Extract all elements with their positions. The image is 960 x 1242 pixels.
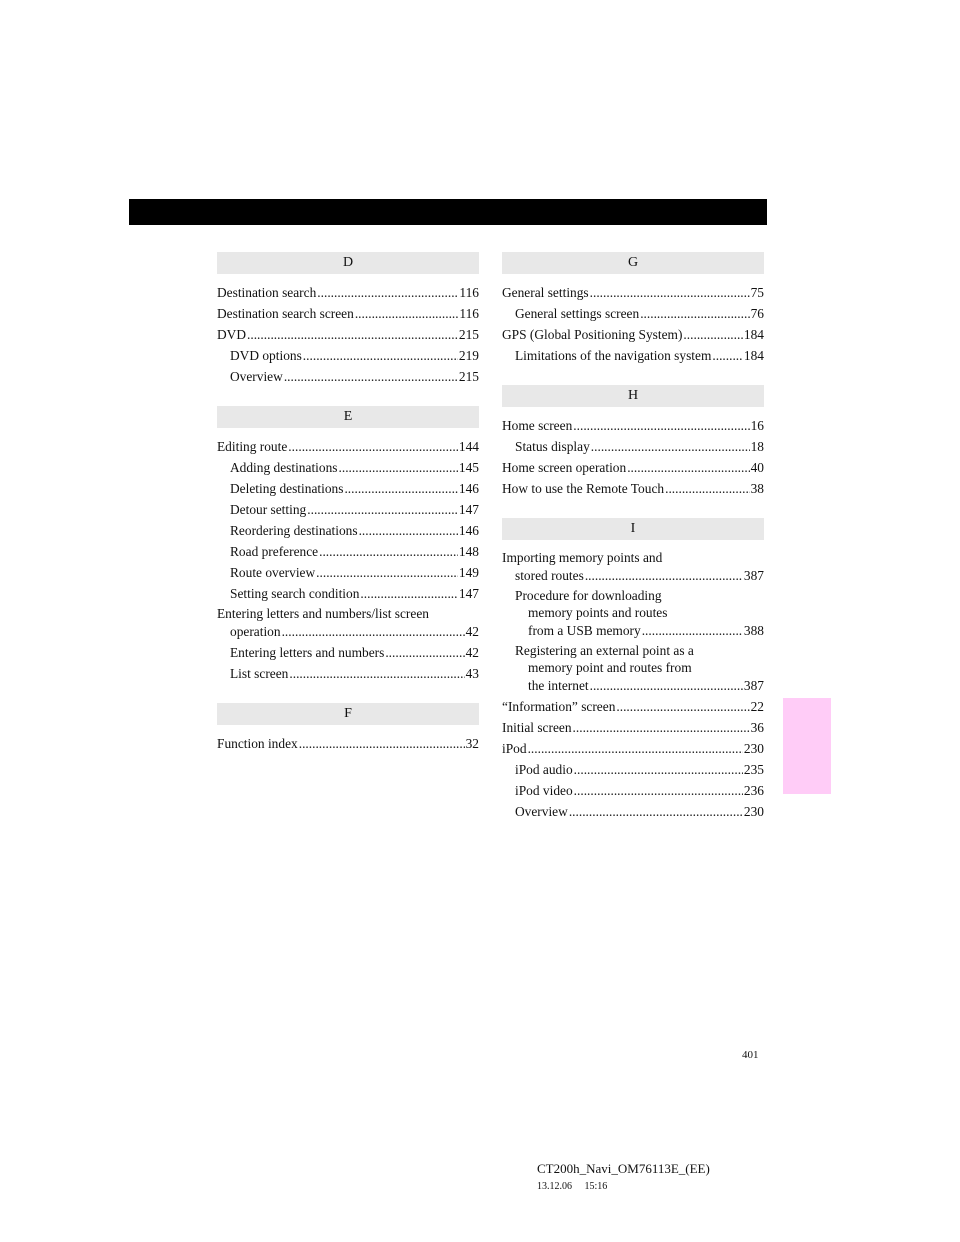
dot-leader xyxy=(569,802,743,822)
index-entry-page: 18 xyxy=(750,439,764,454)
index-subentry[interactable] xyxy=(217,563,479,583)
index-entry-label-line: memory point and routes from xyxy=(528,660,692,675)
index-entry[interactable] xyxy=(502,739,764,759)
section-spacer xyxy=(217,685,479,703)
index-entry-label: Editing route xyxy=(217,439,288,454)
index-entry-label: Adding destinations xyxy=(230,460,338,475)
index-entry-label: DVD xyxy=(217,327,247,342)
index-entry-page: 149 xyxy=(458,565,479,580)
dot-leader xyxy=(712,346,743,366)
index-entry-label: iPod video xyxy=(515,783,573,798)
index-entry-label: Entering letters and numbers xyxy=(230,645,385,660)
index-entry-page: 219 xyxy=(458,348,479,363)
index-entry-page: 42 xyxy=(465,624,479,639)
dot-leader xyxy=(360,584,457,604)
dot-leader xyxy=(344,479,457,499)
index-entry-page: 146 xyxy=(458,481,479,496)
index-subentry[interactable] xyxy=(217,346,479,366)
index-entry[interactable] xyxy=(217,325,479,345)
dot-leader xyxy=(359,521,458,541)
index-entry-label-line: stored routes xyxy=(515,568,584,583)
index-subentry[interactable] xyxy=(502,346,764,366)
index-entry-label-line: Importing memory points and xyxy=(502,550,663,565)
index-entry-page: 22 xyxy=(750,699,764,714)
index-entry-label: Reordering destinations xyxy=(230,523,358,538)
index-entry-page: 147 xyxy=(458,586,479,601)
index-entry-label: Route overview xyxy=(230,565,316,580)
index-subentry[interactable] xyxy=(217,664,479,684)
index-entry[interactable] xyxy=(502,283,764,303)
index-entry[interactable] xyxy=(217,304,479,324)
index-entry[interactable] xyxy=(502,479,764,499)
dot-leader xyxy=(385,643,464,663)
index-entry-page: 116 xyxy=(459,285,479,300)
dot-leader xyxy=(591,437,750,457)
index-entry-page: 184 xyxy=(743,348,764,363)
section-spacer xyxy=(502,367,764,385)
index-column-left xyxy=(217,252,479,755)
index-entry-page: 144 xyxy=(458,439,479,454)
index-entry[interactable] xyxy=(502,718,764,738)
index-entry-label: Home screen operation xyxy=(502,460,627,475)
index-entry-label-line: memory points and routes xyxy=(528,605,668,620)
index-subentry[interactable] xyxy=(217,643,479,663)
index-entry-page: 387 xyxy=(743,568,764,583)
index-side-tab xyxy=(783,698,831,794)
index-entry-page: 388 xyxy=(743,623,764,638)
dot-leader xyxy=(288,437,458,457)
index-entry-label: Detour setting xyxy=(230,502,307,517)
index-entry-page: 38 xyxy=(750,481,764,496)
index-entry-label: Destination search xyxy=(217,285,317,300)
dot-leader xyxy=(642,621,743,641)
index-entry-label: General settings xyxy=(502,285,589,300)
dot-leader xyxy=(289,664,464,684)
index-entry-label: How to use the Remote Touch xyxy=(502,481,665,496)
dot-leader xyxy=(683,325,742,345)
footer-datetime: 13.12.06 15:16 xyxy=(537,1181,608,1192)
index-entry-label-line: Procedure for downloading xyxy=(515,588,662,603)
index-entry[interactable] xyxy=(502,697,764,717)
index-entry-label: Initial screen xyxy=(502,720,572,735)
index-subentry[interactable] xyxy=(217,367,479,387)
index-entry-page: 16 xyxy=(750,418,764,433)
index-entry-label: Overview xyxy=(230,369,283,384)
section-spacer xyxy=(217,388,479,406)
index-entry-label: iPod audio xyxy=(515,762,573,777)
index-subentry[interactable] xyxy=(217,521,479,541)
index-entry-label: General settings screen xyxy=(515,306,640,321)
index-subentry[interactable] xyxy=(502,642,764,696)
index-entry-page: 184 xyxy=(743,327,764,342)
index-entry[interactable] xyxy=(217,605,479,642)
index-column-right xyxy=(502,252,764,823)
index-entry-page: 387 xyxy=(743,678,764,693)
index-entry-label-line: from a USB memory xyxy=(528,623,641,638)
index-entry-page: 230 xyxy=(743,804,764,819)
index-entry-label: Status display xyxy=(515,439,590,454)
dot-leader xyxy=(665,479,750,499)
dot-leader xyxy=(585,566,743,586)
page-number: 401 xyxy=(742,1049,759,1061)
index-entry-page: 116 xyxy=(459,306,479,321)
index-entry-page: 236 xyxy=(743,783,764,798)
section-letter-heading: F xyxy=(217,703,479,725)
index-entry-label: Road preference xyxy=(230,544,319,559)
dot-leader xyxy=(574,781,743,801)
dot-leader xyxy=(573,718,750,738)
index-entry-page: 230 xyxy=(743,741,764,756)
index-entry-label-line: the internet xyxy=(528,678,589,693)
index-entry-label-line: operation xyxy=(230,624,281,639)
index-entry-page: 146 xyxy=(458,523,479,538)
index-subentry[interactable] xyxy=(502,781,764,801)
dot-leader xyxy=(284,367,458,387)
dot-leader xyxy=(528,739,743,759)
index-subentry[interactable] xyxy=(502,802,764,822)
dot-leader xyxy=(319,542,458,562)
index-entry-page: 215 xyxy=(458,369,479,384)
dot-leader xyxy=(573,416,749,436)
index-subentry[interactable] xyxy=(217,584,479,604)
index-entry-label: Setting search condition xyxy=(230,586,360,601)
dot-leader xyxy=(355,304,459,324)
dot-leader xyxy=(640,304,749,324)
index-entry-label: List screen xyxy=(230,666,289,681)
dot-leader xyxy=(303,346,458,366)
index-subentry[interactable] xyxy=(502,760,764,780)
index-entry-page: 147 xyxy=(458,502,479,517)
dot-leader xyxy=(317,283,458,303)
section-letter-heading: D xyxy=(217,252,479,274)
index-subentry[interactable] xyxy=(217,458,479,478)
dot-leader xyxy=(282,622,465,642)
dot-leader xyxy=(627,458,749,478)
index-entry-page: 40 xyxy=(750,460,764,475)
index-entry-label: GPS (Global Positioning System) xyxy=(502,327,683,342)
index-entry[interactable] xyxy=(217,734,479,754)
dot-leader xyxy=(307,500,458,520)
index-entry-page: 145 xyxy=(458,460,479,475)
index-entry-page: 148 xyxy=(458,544,479,559)
index-entry-label: “Information” screen xyxy=(502,699,616,714)
index-entry-label: Overview xyxy=(515,804,568,819)
dot-leader xyxy=(247,325,458,345)
dot-leader xyxy=(590,676,743,696)
index-entry-page: 42 xyxy=(465,645,479,660)
dot-leader xyxy=(590,283,750,303)
section-letter-heading: H xyxy=(502,385,764,407)
dot-leader xyxy=(616,697,749,717)
index-entry-page: 215 xyxy=(458,327,479,342)
index-entry-label: Home screen xyxy=(502,418,573,433)
section-letter-heading: E xyxy=(217,406,479,428)
index-entry-page: 235 xyxy=(743,762,764,777)
dot-leader xyxy=(339,458,458,478)
index-subentry[interactable] xyxy=(217,542,479,562)
index-entry[interactable] xyxy=(502,325,764,345)
index-entry-page: 36 xyxy=(750,720,764,735)
index-entry[interactable] xyxy=(502,549,764,586)
index-entry[interactable] xyxy=(502,458,764,478)
index-entry[interactable] xyxy=(217,437,479,457)
section-letter-heading: I xyxy=(502,518,764,540)
index-entry-label: DVD options xyxy=(230,348,302,363)
header-bar xyxy=(129,199,767,225)
dot-leader xyxy=(316,563,458,583)
index-subentry[interactable] xyxy=(502,587,764,641)
index-entry-label: Deleting destinations xyxy=(230,481,344,496)
index-entry-label: Limitations of the navigation system xyxy=(515,348,712,363)
index-entry-label-line: Entering letters and numbers/list screen xyxy=(217,606,429,621)
index-subentry[interactable] xyxy=(217,479,479,499)
index-entry-page: 43 xyxy=(465,666,479,681)
index-subentry[interactable] xyxy=(217,500,479,520)
index-subentry[interactable] xyxy=(502,437,764,457)
index-entry-label-line: Registering an external point as a xyxy=(515,643,694,658)
index-entry[interactable] xyxy=(217,283,479,303)
index-entry-page: 76 xyxy=(750,306,764,321)
index-entry-label: Destination search screen xyxy=(217,306,354,321)
index-entry-label: Function index xyxy=(217,736,298,751)
section-spacer xyxy=(502,500,764,518)
footer-doc-id: CT200h_Navi_OM76113E_(EE) xyxy=(537,1161,710,1176)
dot-leader xyxy=(299,734,465,754)
index-entry-page: 32 xyxy=(465,736,479,751)
section-letter-heading: G xyxy=(502,252,764,274)
index-subentry[interactable] xyxy=(502,304,764,324)
index-entry-label: iPod xyxy=(502,741,527,756)
index-entry-page: 75 xyxy=(750,285,764,300)
dot-leader xyxy=(574,760,743,780)
index-entry[interactable] xyxy=(502,416,764,436)
